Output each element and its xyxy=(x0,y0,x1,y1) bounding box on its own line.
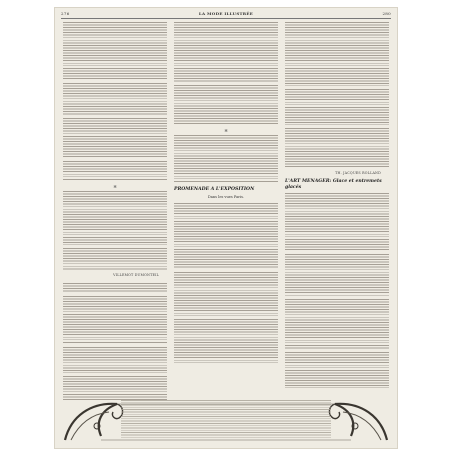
body-paragraph xyxy=(285,254,389,296)
body-paragraph xyxy=(174,319,278,363)
masthead-title: LA MODE ILLUSTRÉE xyxy=(198,11,254,16)
body-paragraph xyxy=(174,203,278,269)
body-paragraph xyxy=(63,248,167,270)
section-heading: L'ART MENAGER: Glace et entremets glacés xyxy=(285,179,382,190)
section-subtitle: Dans les vues Paris. xyxy=(207,195,245,199)
body-paragraph xyxy=(285,193,389,251)
author-signature: VILLEMOT DUMONTEIL xyxy=(113,273,159,277)
body-paragraph xyxy=(63,118,167,158)
art-nouveau-footer-ornament xyxy=(61,396,391,442)
body-paragraph xyxy=(285,299,389,349)
body-paragraph xyxy=(63,191,167,245)
section-separator: ✻ xyxy=(224,128,228,133)
body-paragraph xyxy=(174,272,278,316)
body-paragraph xyxy=(285,128,389,168)
body-paragraph xyxy=(63,347,167,373)
body-paragraph xyxy=(285,89,389,125)
body-paragraph xyxy=(63,22,167,80)
section-separator: ✻ xyxy=(113,184,117,189)
body-paragraph xyxy=(285,22,389,86)
body-paragraph xyxy=(63,83,167,115)
text-column-3 xyxy=(285,22,389,400)
page-number-right: 280 xyxy=(382,11,391,16)
body-paragraph xyxy=(174,135,278,183)
page-number-left: 276 xyxy=(61,11,70,16)
text-column-1 xyxy=(63,22,167,400)
magazine-page xyxy=(55,8,397,448)
section-heading: PROMENADE A L'EXPOSITION xyxy=(174,187,255,192)
body-paragraph xyxy=(174,22,278,82)
author-signature: TH. JACQUES ROLLAND xyxy=(335,171,381,175)
body-paragraph xyxy=(174,85,278,125)
text-column-2 xyxy=(174,22,278,400)
body-paragraph xyxy=(285,352,389,388)
ornament-inner-text-block xyxy=(121,400,331,438)
header-rule xyxy=(61,18,391,19)
body-paragraph xyxy=(63,283,167,293)
body-paragraph xyxy=(63,161,167,181)
body-paragraph xyxy=(63,296,167,344)
